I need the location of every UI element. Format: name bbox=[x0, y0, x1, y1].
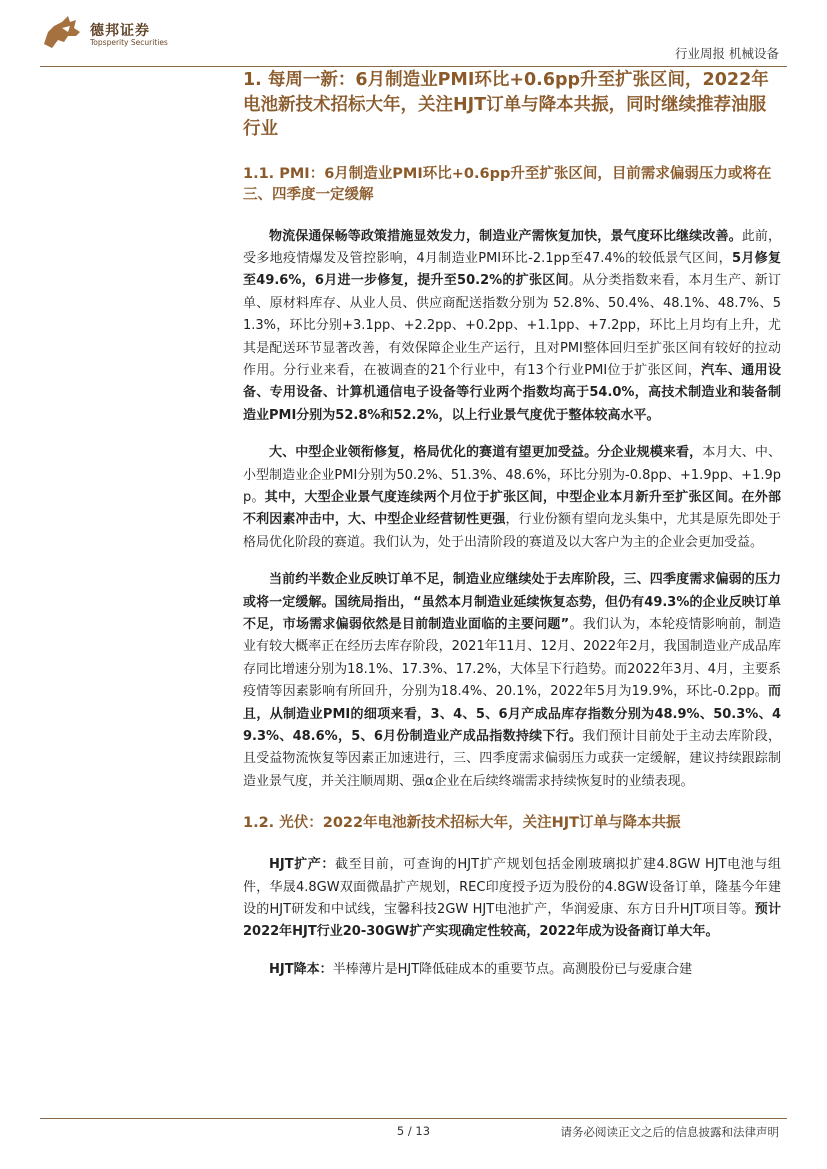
hjt-expansion-paragraph bbox=[243, 854, 781, 944]
hjt-cost-lead: HJT降本： bbox=[269, 961, 333, 977]
hjt-expansion-text: 截至目前，可查询的HJT扩产规划包括金刚玻璃拟扩建4.8GW HJT电池与组件，华晟4.8GW双面微晶扩产规划，REC印度授予迈为股份的4.8GW设备订单，隆基今年建设的HJT研发和中试线，宝馨科技2GW HJT电池扩产，华润爱康、东方日升HJT项目等。 bbox=[243, 857, 781, 918]
pmi-p3-text: 。我们认为，本轮疫情影响前，制造业有较大概率正在经历去库存阶段，2021年11月、12月、2022年2月，我国制造业产成品库存同比增速分别为18.1%、17.3%、17.2%，大体呈下行趋势。而2022年3月、4月，主要系疫情等因素影响有所回升，分别为18.4%、20.1%，2022年5月为19.9%，环比-0.2pp。 bbox=[243, 617, 781, 700]
pmi-p1-text: 此前，受多地疫情爆发及管控影响，4月制造业PMI环比-2.1pp至47.4%的较低景气区间， bbox=[243, 228, 781, 266]
pmi-p2-detail: ，行业份额有望向龙头集中，尤其是原先即处于格局优化阶段的赛道。我们认为，处于出清阶段的赛道及以大客户为主的企业会更加受益。 bbox=[243, 512, 781, 550]
report-category: 行业周报 机械设备 bbox=[675, 46, 779, 61]
pmi-p1-detail: 。从分类指数来看，本月生产、新订单、原材料库存、从业人员、供应商配送指数分别为 52.8%、50.4%、48.1%、48.7%、51.3%，环比分别+3.1pp、+2.2pp、+0.2pp、+1.1pp、+7.2pp，环比上月均有上升，尤其是配送环节显著改善，有效保障企业生产运行，且对PMI整体回归至扩张区间有较好的拉动作用。分行业来看，在被调查的21个行业中，有13个行业PMI位于扩张区间， bbox=[243, 273, 781, 378]
pmi-p2-text: 本月大、中、小型制造业企业PMI分别为50.2%、51.3%、48.6%，环比分别为-0.8pp、+1.9pp、+1.9pp。 bbox=[243, 445, 781, 505]
logo-chinese-name: 德邦证券 bbox=[90, 23, 150, 39]
company-logo bbox=[40, 10, 180, 54]
logo-mark-icon bbox=[40, 10, 86, 54]
page-number: 5 / 13 bbox=[396, 1124, 431, 1138]
pmi-p1-conclusion: 汽车、通用设备、专用设备、计算机通信电子设备等行业两个指数均高于54.0%，高技术制造业和装备制造业PMI分别为52.8%和52.2%，以上行业景气度优于整体较高水平。 bbox=[243, 362, 781, 423]
pmi-p3-lead: 当前约半数企业反映订单不足，制造业应继续处于去库阶段，三、四季度需求偏弱的压力或将一定缓解。国统局指出，“虽然本月制造业延续恢复态势，但仍有49.3%的企业反映订单不足，市场需求偏弱依然是目前制造业面临的主要问题” bbox=[243, 572, 781, 632]
pmi-p3-highlight: 而且，从制造业PMI的细项来看，3、4、5、6月产成品库存指数分别为48.9%、50.3%、49.3%、48.6%，5、6月份制造业产成品指数持续下行。 bbox=[243, 684, 781, 745]
logo-english-name: Topsperity Securities bbox=[90, 38, 168, 47]
pmi-paragraph-1 bbox=[243, 226, 781, 428]
section-1-1-heading: 1.1. PMI：6月制造业PMI环比+0.6pp升至扩张区间，目前需求偏弱压力或将在三、四季度一定缓解 bbox=[243, 165, 772, 203]
pmi-p2-lead: 大、中型企业领衔修复，格局优化的赛道有望更加受益。分企业规模来看， bbox=[269, 445, 703, 461]
footer-divider bbox=[40, 1118, 787, 1119]
pmi-paragraph-2 bbox=[243, 442, 781, 554]
pmi-paragraph-3 bbox=[243, 569, 781, 793]
footer-disclaimer: 请务必阅读正文之后的信息披露和法律声明 bbox=[560, 1125, 779, 1139]
pmi-p3-detail: 我们预计目前处于主动去库阶段，且受益物流恢复等因素正加速进行，三、四季度需求偏弱压力或获一定缓解，建议持续跟踪制造业景气度，并关注顺周期、强α企业在后续终端需求持续恢复时的业绩表现。 bbox=[243, 729, 781, 789]
report-body bbox=[243, 68, 781, 981]
pmi-p2-highlight: 其中，大型企业景气度连续两个月位于扩张区间，中型企业本月新升至扩张区间。在外部不利因素冲击中，大、中型企业经营韧性更强 bbox=[243, 489, 781, 528]
hjt-expansion-lead: HJT扩产： bbox=[269, 857, 336, 873]
section-1-2-heading: 1.2. 光伏：2022年电池新技术招标大年，关注HJT订单与降本共振 bbox=[243, 815, 681, 832]
hjt-cost-text: 半棒薄片是HJT降低硅成本的重要节点。高测股份已与爱康合建 bbox=[332, 961, 693, 977]
section-1-heading: 1. 每周一新：6月制造业PMI环比+0.6pp升至扩张区间，2022年电池新技术招标大年，关注HJT订单与降本共振，同时继续推荐油服行业 bbox=[243, 70, 769, 139]
hjt-expansion-conclusion: 预计2022年HJT行业20-30GW扩产实现确定性较高，2022年成为设备商订单大年。 bbox=[243, 902, 781, 940]
header-divider bbox=[40, 66, 787, 67]
pmi-p1-highlight: 5月修复至49.6%，6月进一步修复，提升至50.2%的扩张区间 bbox=[243, 250, 782, 289]
pmi-p1-lead: 物流保通保畅等政策措施显效发力，制造业产需恢复加快，景气度环比继续改善。 bbox=[269, 228, 742, 244]
hjt-cost-paragraph bbox=[243, 959, 781, 981]
